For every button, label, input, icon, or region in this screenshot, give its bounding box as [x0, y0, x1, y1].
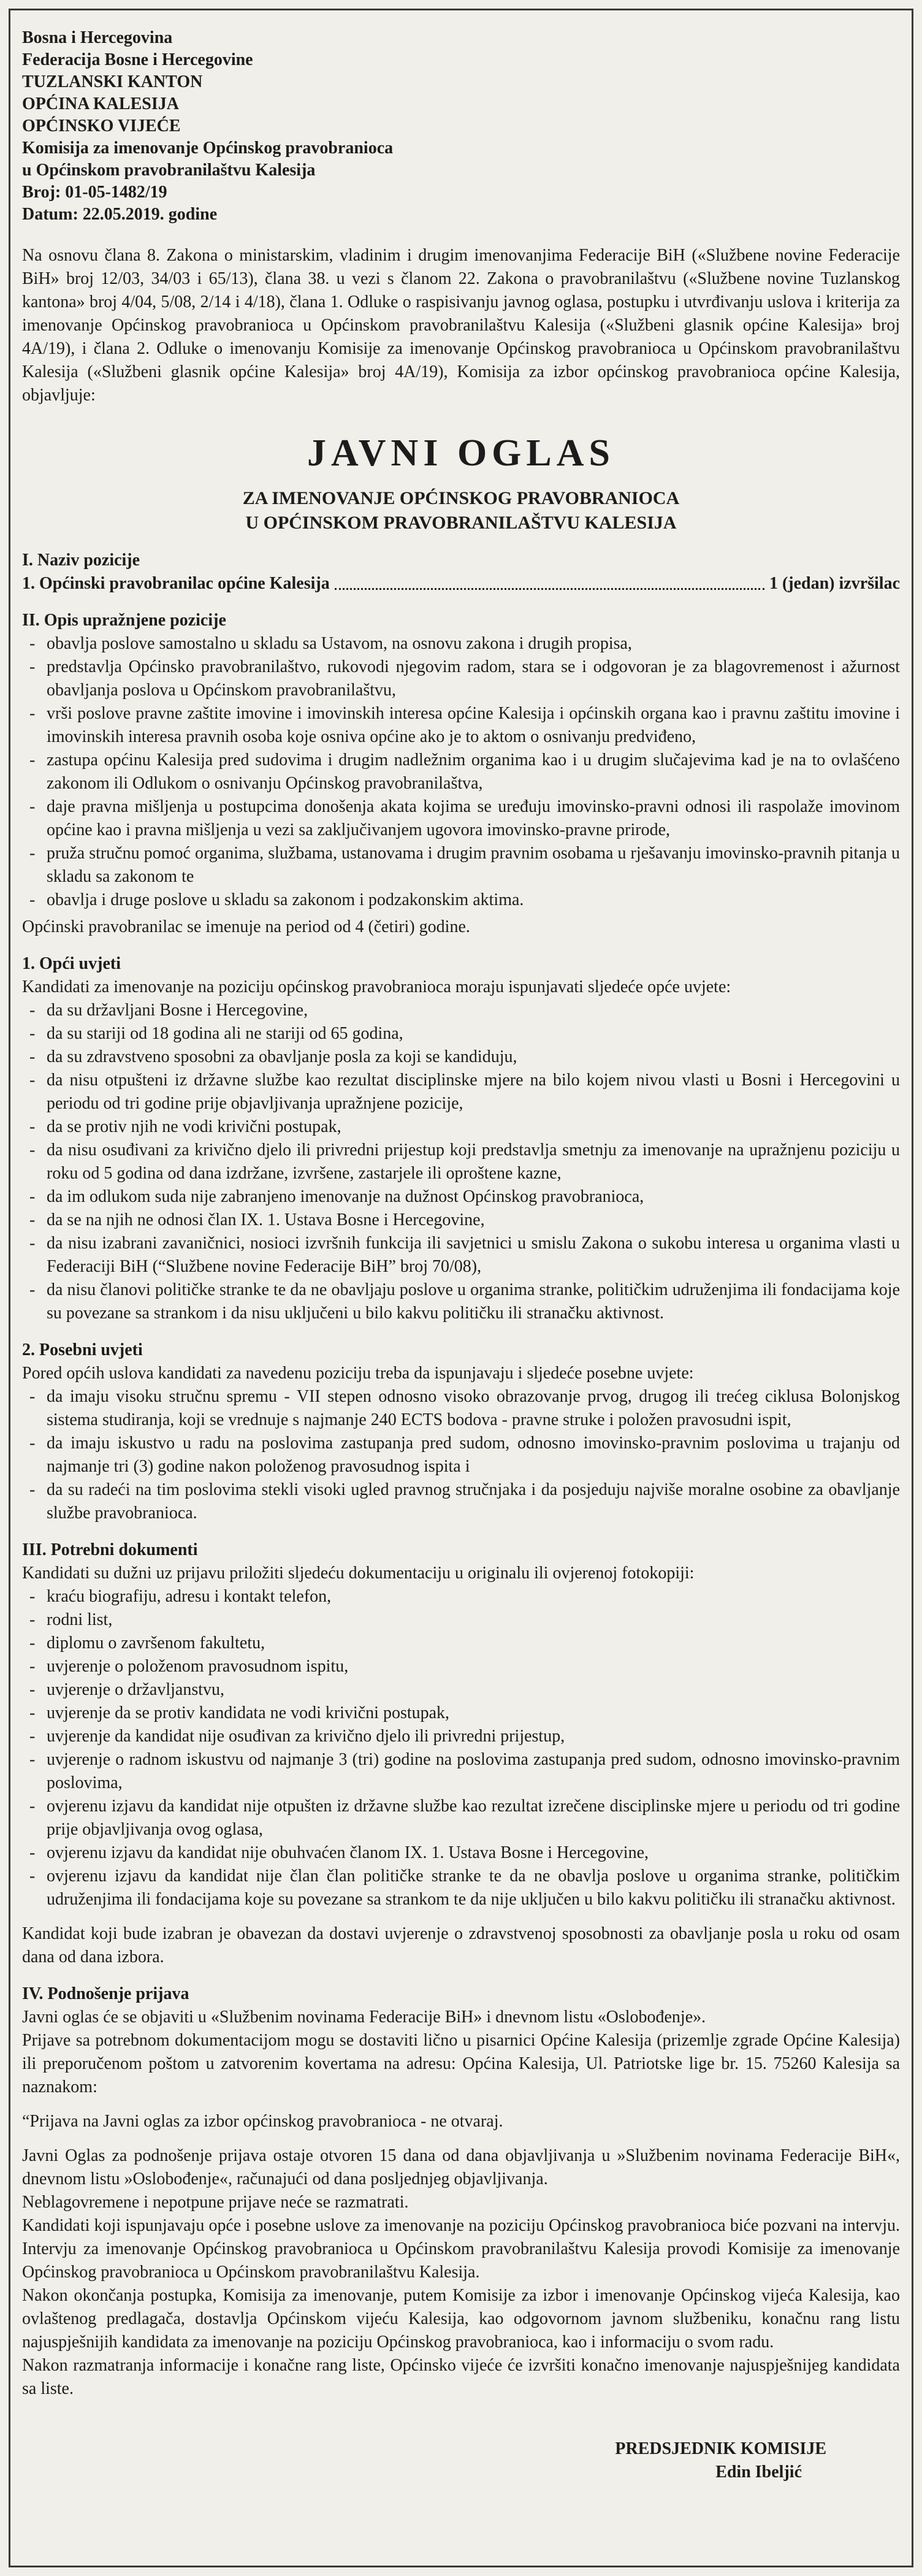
general-conditions-list [22, 999, 900, 1325]
list-item: - uvjerenje o radnom iskustvu od najmanje 3 (tri) godine na poslovima zastupanja pred sudom, odnosno imovinsko-pravnim poslovima, [22, 1748, 900, 1795]
signature-block [22, 2437, 900, 2484]
list-item: - zastupa općinu Kalesija pred sudovima i drugim nadležnim organima kao i u drugim slučajevima kad je na to ovlašćeno zakonom ili Odlukom o osnivanju Općinskog pravobranilaštva, [22, 749, 900, 795]
list-item: - daje pravna mišljenja u postupcima donošenja akata kojima se uređuju imovinsko-pravni odnosi ili raspolaže imovinom općine kao i pravna mišljenja u vezi sa zaključivanjem ugovora imovinsko-pravne prirode, [22, 795, 900, 842]
general-conditions-lead: Kandidati za imenovanje na poziciju općinskog pravobranioca moraju ispunjavati sljedeće opće uvjete: [22, 977, 731, 996]
header-number: Broj: 01-05-1482/19 [22, 183, 167, 202]
position-name: 1. Općinski pravobranilac općine Kalesija [22, 574, 330, 593]
list-item: - pruža stručnu pomoć organima, službama, ustanovama i drugim pravnim osobama u rješavanju imovinsko-pravnih pitanja u skladu sa zakonom te [22, 842, 900, 889]
header-date: Datum: 22.05.2019. godine [22, 205, 218, 224]
list-item: - da su radeći na tim poslovima stekli visoki ugled pravnog stručnjaka i da posjeduju najviše moralne osobine za obavljanje službe pravobranioca. [22, 1478, 900, 1525]
list-item: - da nisu članovi političke stranke te da ne obavljaju poslove u organima stranke, političkim udruženjima ili fondacijama koje su povezane sa strankom i da nisu uključeni u bilo kakvu političku ili stranačku aktivnost. [22, 1278, 900, 1325]
document-subtitle-1: ZA IMENOVANJE OPĆINSKOG PRAVOBRANIOCA [242, 488, 680, 508]
document-subtitle-2: U OPĆINSKOM PRAVOBRANILAŠTVU KALESIJA [245, 513, 677, 533]
header-canton: TUZLANSKI KANTON [22, 72, 203, 91]
term-period: Općinski pravobranilac se imenuje na period od 4 (četiri) godine. [22, 917, 470, 936]
special-conditions-list [22, 1385, 900, 1525]
envelope-note: “Prijava na Javni oglas za izbor općinskog pravobranioca - ne otvaraj. [22, 2112, 503, 2131]
section-2-heading: II. Opis upražnjene pozicije [22, 611, 226, 630]
header-municipality: OPĆINA KALESIJA [22, 94, 179, 113]
section-3-heading: III. Potrebni dokumenti [22, 1540, 198, 1559]
position-duties-list [22, 632, 900, 912]
list-item: - ovjerenu izjavu da kandidat nije član član političke stranke te da ne obavlja poslove u organima stranke, političkim udruženjima ili fondacijama koje su povezane sa strankom te da nije uključen u bilo kakvu političku ili stranačku aktivnost. [22, 1865, 900, 1911]
list-item: - predstavlja Općinsko pravobranilaštvo, rukovodi njegovim radom, stara se i odgovoran je za blagovremenost i ažurnost obavljanja poslova u Općinskom pravobranilaštvu, [22, 655, 900, 702]
deadline-paragraph: Javni Oglas za podnošenje prijava ostaje otvoren 15 dana od dana objavljivanja u »Službenim novinama Federacije BiH«, dnevnom listu »Oslobođenje«, računajući od dana posljednjeg objavljivanja. [22, 2146, 900, 2188]
list-item: - da su stariji od 18 godina ali ne stariji od 65 godina, [22, 1022, 900, 1045]
list-item: - vrši poslove pravne zaštite imovine i imovinskih interesa općine Kalesija i općinskih organa kao i pravnu zaštitu imovine i imovinskih interesa pravnih osoba koje osniva općine ako je to aktom o osnivanju predviđeno, [22, 702, 900, 749]
list-item: - uvjerenje da kandidat nije osuđivan za krivično djelo ili privredni prijestup, [22, 1725, 900, 1748]
header-federation: Federacija Bosne i Hercegovine [22, 50, 253, 69]
list-item: - da su državljani Bosne i Hercegovine, [22, 999, 900, 1022]
special-conditions-heading: 2. Posebni uvjeti [22, 1340, 143, 1359]
documents-lead: Kandidati su dužni uz prijavu priložiti sljedeću dokumentaciju u originalu ili ovjerenoj fotokopiji: [22, 1564, 695, 1583]
general-conditions-heading: 1. Opći uvjeti [22, 954, 121, 973]
position-count: 1 (jedan) izvršilac [769, 574, 900, 593]
list-item: - kraću biografiju, adresu i kontakt telefon, [22, 1585, 900, 1608]
document-title: JAVNI OGLAS [307, 432, 615, 474]
incomplete-note: Neblagovremene i nepotpune prijave neće se razmatrati. [22, 2193, 409, 2212]
list-item: - da se na njih ne odnosi član IX. 1. Ustava Bosne i Hercegovine, [22, 1209, 900, 1232]
list-item: - uvjerenje o državljanstvu, [22, 1678, 900, 1702]
list-item: - ovjerenu izjavu da kandidat nije otpušten iz državne službe kao rezultat izrečene disciplinske mjere u periodu od tri godine prije objavljivanja ovog oglasa, [22, 1795, 900, 1841]
list-item: - uvjerenje da se protiv kandidata ne vodi krivični postupak, [22, 1702, 900, 1725]
signature-name: Edin Ibeljić [715, 2463, 802, 2482]
section-1-heading: I. Naziv pozicije [22, 551, 140, 570]
section-4-heading: IV. Podnošenje prijava [22, 1984, 189, 2003]
list-item: - da nisu osuđivani za krivično djelo ili privredni prijestup koji predstavlja smetnju za imenovanje na upražnjenu poziciju u roku od 5 godina od dana izdržane, izvršene, zastarjele ili oproštene kazne, [22, 1139, 900, 1185]
list-item: - obavlja i druge poslove u skladu sa zakonom i podzakonskim aktima. [22, 889, 900, 912]
list-item: - da su zdravstveno sposobni za obavljanje posla za koji se kandiduju, [22, 1045, 900, 1069]
document-header [22, 27, 900, 226]
header-council: OPĆINSKO VIJEĆE [22, 117, 181, 136]
list-item: - rodni list, [22, 1608, 900, 1632]
dotted-leader [335, 572, 764, 590]
publication-paragraph: Javni oglas će se objaviti u «Službenim novinama Federacije BiH» i dnevnom listu «Oslobođenje». [22, 2008, 706, 2027]
position-line [22, 572, 900, 595]
list-item: - da im odlukom suda nije zabranjeno imenovanje na dužnost Općinskog pravobranioca, [22, 1185, 900, 1209]
list-item: - da imaju visoku stručnu spremu - VII stepen odnosno visoko obrazovanje prvog, drugog ili trećeg ciklusa Bolonjskog sistema studiranja, koji se vrednuje s najmanje 240 ECTS bodova - pravne struke i položen pravosudni ispit, [22, 1385, 900, 1432]
list-item: - da nisu izabrani zavaničnici, nosioci izvršnih funkcija ili savjetnici u smislu Zakona o sukobu interesa u organima vlasti u Federaciji BiH (“Službene novine Federacije BiH” broj 70/08), [22, 1232, 900, 1278]
documents-list [22, 1585, 900, 1911]
list-item: - da se protiv njih ne vodi krivični postupak, [22, 1115, 900, 1139]
special-conditions-lead: Pored općih uslova kandidati za navedenu poziciju treba da ispunjavaju i sljedeće posebne uvjete: [22, 1364, 694, 1383]
list-item: - obavlja poslove samostalno u skladu sa Ustavom, na osnovu zakona i drugih propisa, [22, 632, 900, 655]
procedure-paragraph: Nakon okončanja postupka, Komisija za imenovanje, putem Komisije za izbor i imenovanje Općinskog vijeća Kalesija, kao ovlaštenog predlagača, dostavlja Općinskom vijeću Kalesija, kao odgovornom javnom službeniku, konačnu rang listu najuspješnijih kandidata za imenovanje na poziciju Općinskog pravobranioca, kao i informaciju o svom radu. [22, 2286, 900, 2352]
header-country: Bosna i Hercegovina [22, 28, 173, 47]
submission-paragraph: Prijave sa potrebnom dokumentacijom mogu se dostaviti lično u pisarnici Općine Kalesija (prizemlje zgrade Općine Kalesija) ili preporučenom poštom u zatvorenim kovertama na adresu: Općina Kalesija, Ul. Patriotske lige br. 15. 75260 Kalesija sa naznakom: [22, 2031, 900, 2096]
header-commission-2: u Općinskom pravobranilaštvu Kalesija [22, 161, 316, 180]
list-item: - uvjerenje o položenom pravosudnom ispitu, [22, 1655, 900, 1678]
header-commission: Komisija za imenovanje Općinskog pravobranioca [22, 139, 394, 158]
health-certificate-note: Kandidat koji bude izabran je obavezan da dostavi uvjerenje o zdravstvenoj sposobnosti za obavljanje posla u roku od osam dana od dana izbora. [22, 1924, 900, 1966]
list-item: - ovjerenu izjavu da kandidat nije obuhvaćen članom IX. 1. Ustava Bosne i Hercegovine, [22, 1841, 900, 1865]
list-item: - diplomu o završenom fakultetu, [22, 1632, 900, 1655]
interview-paragraph: Kandidati koji ispunjavaju opće i posebne uslove za imenovanje na poziciju Općinskog pravobranioca biće pozvani na intervju. Intervju za imenovanje Općinskog pravobranioca u Općinskom pravobranilaštvu Kalesija provodi Komisije za imenovanje Općinskog pravobranioca u Općinskom pravobranilaštvu Kalesija. [22, 2216, 900, 2282]
intro-paragraph: Na osnovu člana 8. Zakona o ministarskim, vladinim i drugim imenovanjima Federacije BiH («Službene novine Federacije BiH» broj 12/03, 34/03 i 65/13), člana 38. u vezi s članom 22. Zakona o pravobranilaštvu («Službene novine Tuzlanskog kantona» broj 4/04, 5/08, 2/14 i 4/18), člana 1. Odluke o raspisivanju javnog oglasa, postupku i utvrđivanju uslova i kriterija za imenovanje Općinskog pravobranioca u Općinskom pravobranilaštvu Kalesija («Službeni glasnik općine Kalesija» broj 4A/19), i člana 2. Odluke o imenovanju Komisije za imenovanje Općinskog pravobranioca u Općinskom pravobranilaštvu Kalesija («Službeni glasnik općine Kalesija» broj 4A/19), Komisija za izbor općinskog pravobranioca općine Kalesija, objavljuje: [22, 246, 900, 405]
final-paragraph: Nakon razmatranja informacije i konačne rang liste, Općinsko vijeće će izvršiti konačno imenovanje najuspješnijeg kandidata sa liste. [22, 2356, 900, 2398]
list-item: - da nisu otpušteni iz državne službe kao rezultat disciplinske mjere na bilo kojem nivou vlasti u Bosni i Hercegovini u periodu od tri godine prije objavljivanja upražnjene pozicije, [22, 1069, 900, 1115]
list-item: - da imaju iskustvo u radu na poslovima zastupanja pred sudom, odnosno imovinsko-pravnim poslovima u trajanju od najmanje tri (3) godine nakon položenog pravosudnog ispita i [22, 1432, 900, 1478]
signature-role: PREDSJEDNIK KOMISIJE [615, 2439, 826, 2458]
